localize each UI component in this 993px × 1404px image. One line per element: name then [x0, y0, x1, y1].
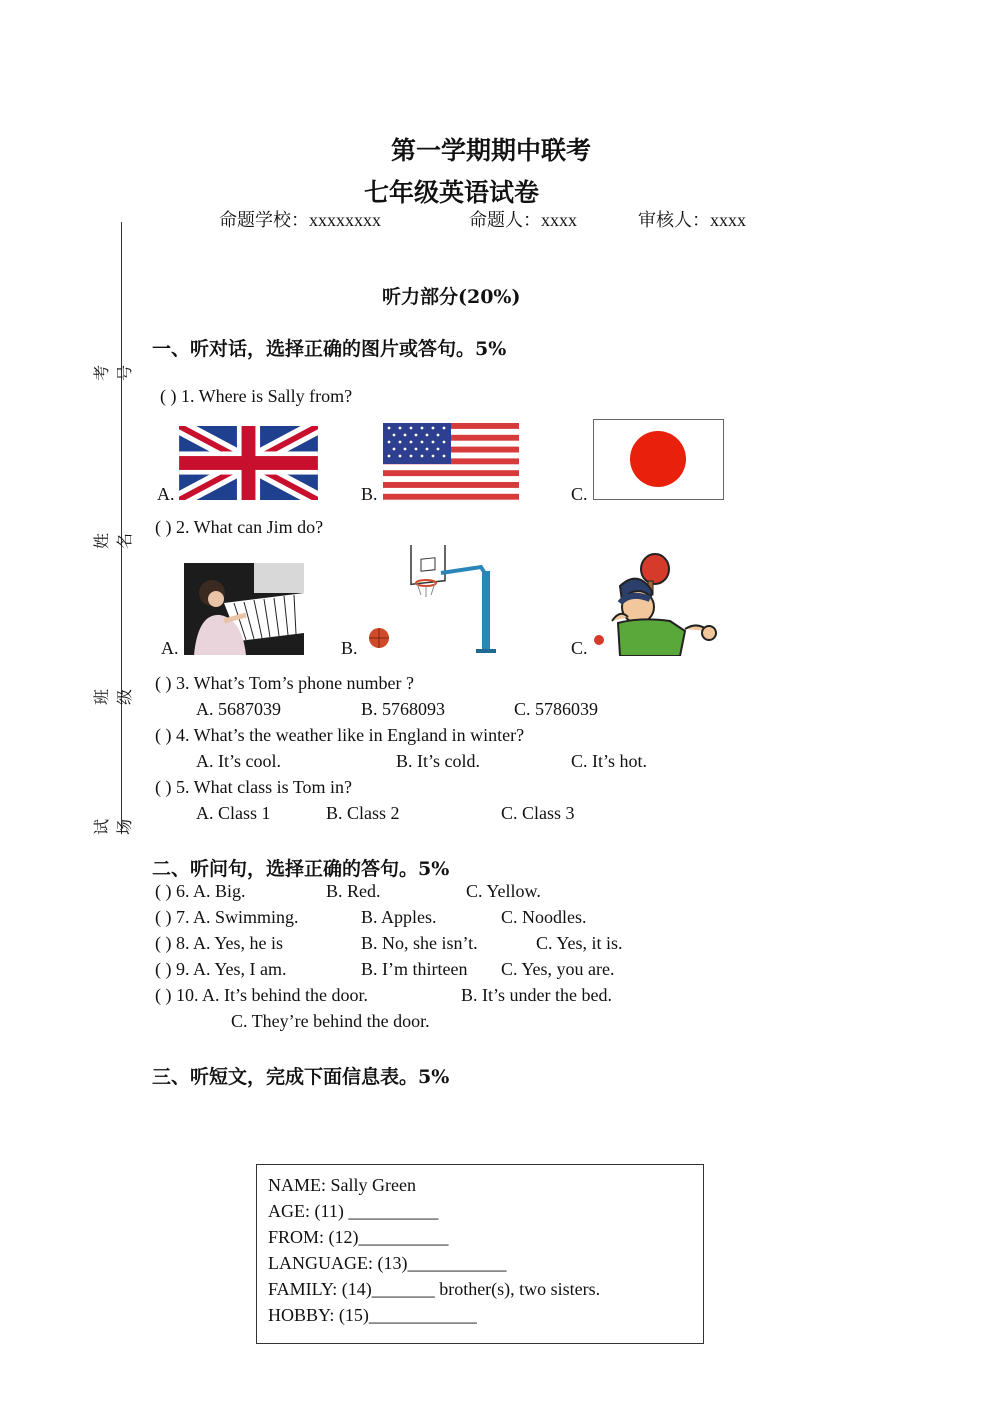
- q7-option-c: C. Noodles.: [501, 907, 587, 927]
- info-from-line: FROM: (12)__________: [268, 1227, 449, 1247]
- q6-option-c: C. Yellow.: [466, 881, 541, 901]
- q5-option-c: C. Class 3: [501, 803, 575, 823]
- q3-option-b: B. 5768093: [361, 699, 446, 719]
- q6-option-a: ( ) 6. A. Big.: [155, 881, 246, 901]
- info-hobby-line: HOBBY: (15)____________: [268, 1305, 477, 1325]
- q3-option-a: A. 5687039: [196, 699, 281, 719]
- q5-option-a: A. Class 1: [196, 803, 271, 823]
- q8-option-c: C. Yes, it is.: [536, 933, 623, 953]
- q8-option-a: ( ) 8. A. Yes, he is: [155, 933, 284, 953]
- side-label-class: 班级: [92, 689, 134, 706]
- japan-flag-image: [593, 419, 724, 500]
- q2-text: ( ) 2. What can Jim do?: [155, 517, 324, 537]
- exam-title: 第一学期期中联考: [391, 136, 592, 165]
- q9-option-c: C. Yes, you are.: [501, 959, 615, 979]
- q7-option-a: ( ) 7. A. Swimming.: [155, 907, 299, 927]
- side-label-exam-number: 考号: [92, 365, 134, 382]
- section1-title: 一、听对话，选择正确的图片或答句。5%: [152, 338, 507, 360]
- info-age-line: AGE: (11) __________: [268, 1201, 439, 1221]
- binding-line: [121, 222, 122, 834]
- reviewer-line: 审核人：xxxx: [638, 210, 746, 230]
- q3-text: ( ) 3. What’s Tom’s phone number ?: [155, 673, 415, 693]
- uk-flag-image: [179, 426, 318, 500]
- q1-option-a: A.: [157, 484, 175, 504]
- q1-option-c: C.: [571, 484, 588, 504]
- q5-option-b: B. Class 2: [326, 803, 400, 823]
- q8-option-b: B. No, she isn’t.: [361, 933, 478, 953]
- info-name-line: NAME: Sally Green: [268, 1175, 416, 1195]
- q1-option-b: B.: [361, 484, 378, 504]
- q6-option-b: B. Red.: [326, 881, 381, 901]
- side-label-name: 姓名: [92, 533, 134, 550]
- q2-option-b: B.: [341, 638, 358, 658]
- author-line: 命题人：xxxx: [469, 210, 577, 230]
- q2-option-a: A.: [161, 638, 179, 658]
- q4-option-a: A. It’s cool.: [196, 751, 281, 771]
- school-line: 命题学校：xxxxxxxx: [219, 210, 381, 230]
- info-language-line: LANGUAGE: (13)___________: [268, 1253, 507, 1273]
- info-family-line: FAMILY: (14)_______ brother(s), two sisters.: [268, 1279, 601, 1299]
- q4-option-b: B. It’s cold.: [396, 751, 480, 771]
- exam-subtitle: 七年级英语试卷: [364, 178, 540, 207]
- basketball-hoop-image: [366, 545, 501, 657]
- ping-pong-player-image: [590, 551, 720, 656]
- q10-option-c: C. They’re behind the door.: [231, 1011, 430, 1031]
- section2-title: 二、听问句，选择正确的答句。5%: [152, 858, 450, 880]
- side-label-exam-room: 试场: [92, 819, 134, 836]
- q2-option-c: C.: [571, 638, 588, 658]
- q4-text: ( ) 4. What’s the weather like in England in winter?: [155, 725, 525, 745]
- q9-option-a: ( ) 9. A. Yes, I am.: [155, 959, 287, 979]
- q7-option-b: B. Apples.: [361, 907, 437, 927]
- q10-option-a: ( ) 10. A. It’s behind the door.: [155, 985, 368, 1005]
- info-table: [256, 1164, 704, 1344]
- listening-heading: 听力部分(20%): [382, 286, 521, 308]
- q3-option-c: C. 5786039: [514, 699, 599, 719]
- q1-text: ( ) 1. Where is Sally from?: [160, 386, 353, 406]
- q5-text: ( ) 5. What class is Tom in?: [155, 777, 353, 797]
- q9-option-b: B. I’m thirteen: [361, 959, 468, 979]
- q10-option-b: B. It’s under the bed.: [461, 985, 612, 1005]
- q4-option-c: C. It’s hot.: [571, 751, 648, 771]
- us-flag-image: [383, 423, 519, 500]
- piano-photo-image: [184, 563, 304, 655]
- section3-title: 三、听短文，完成下面信息表。5%: [152, 1066, 450, 1088]
